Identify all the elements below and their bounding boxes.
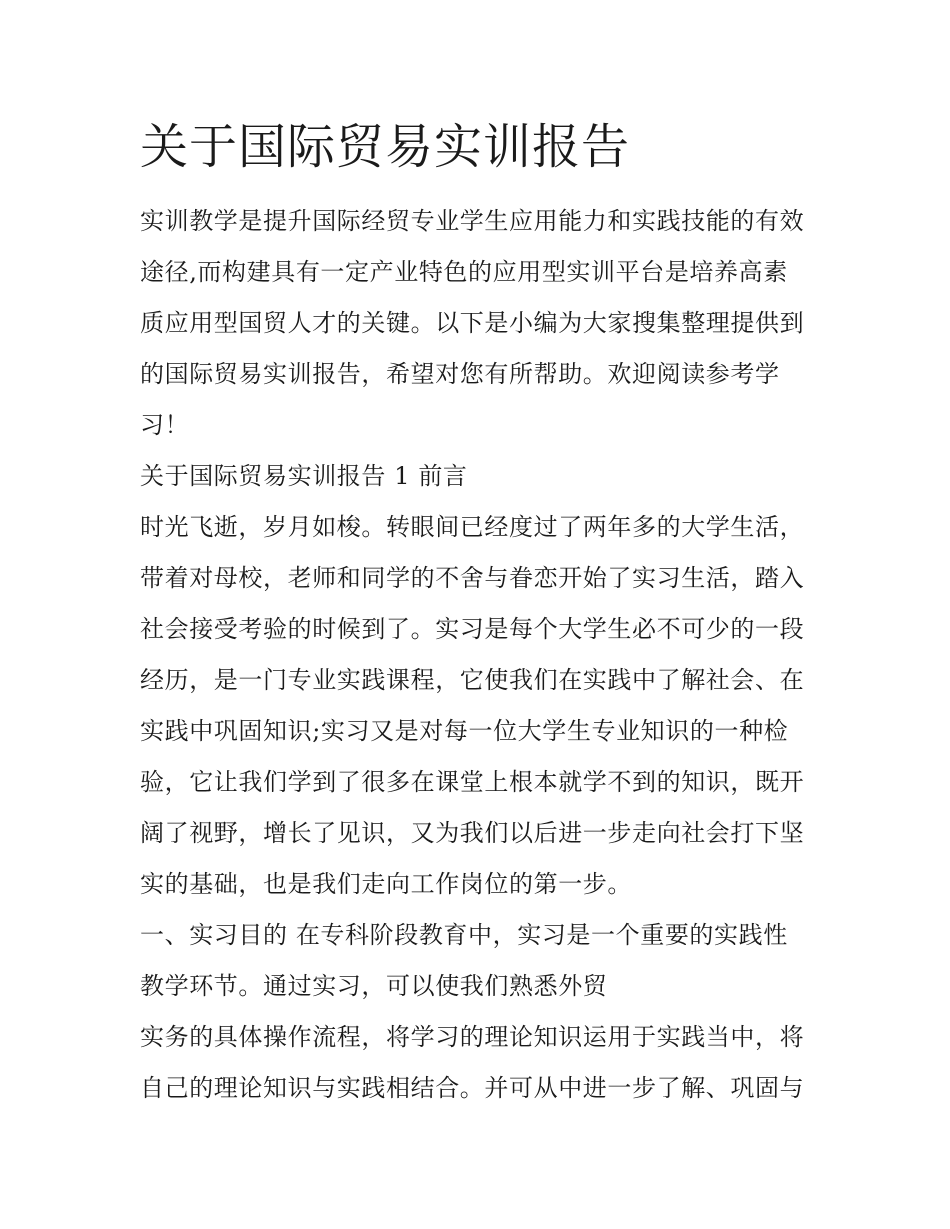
- text-line: 的国际贸易实训报告，希望对您有所帮助。欢迎阅读参考学: [140, 360, 780, 388]
- text-line: 一、实习目的 在专科阶段教育中，实习是一个重要的实践性: [140, 921, 788, 949]
- document-title: 关于国际贸易实训报告: [140, 119, 631, 175]
- text-line: 实践中巩固知识;实习又是对每一位大学生专业知识的一种检: [140, 717, 789, 745]
- text-line: 实务的具体操作流程，将学习的理论知识运用于实践当中，将: [140, 1023, 805, 1051]
- text-line: 自己的理论知识与实践相结合。并可从中进一步了解、巩固与: [140, 1074, 805, 1102]
- text-line: 途径,而构建具有一定产业特色的应用型实训平台是培养高素: [140, 258, 788, 286]
- text-line: 教学环节。通过实习，可以使我们熟悉外贸: [140, 972, 608, 1000]
- text-line: 社会接受考验的时候到了。实习是每个大学生必不可少的一段: [140, 615, 805, 643]
- document-body: [140, 196, 820, 1114]
- text-line: 阔了视野，增长了见识，又为我们以后进一步走向社会打下坚: [140, 819, 805, 847]
- text-line: 时光飞逝，岁月如梭。转眼间已经度过了两年多的大学生活，: [140, 513, 805, 541]
- text-line: 实训教学是提升国际经贸专业学生应用能力和实践技能的有效: [140, 207, 805, 235]
- text-line: 实的基础，也是我们走向工作岗位的第一步。: [140, 870, 632, 898]
- section-heading: 关于国际贸易实训报告 1 前言: [140, 462, 468, 490]
- text-line: 验，它让我们学到了很多在课堂上根本就学不到的知识，既开: [140, 768, 805, 796]
- text-line: 质应用型国贸人才的关键。以下是小编为大家搜集整理提供到: [140, 309, 805, 337]
- text-line: 经历，是一门专业实践课程，它使我们在实践中了解社会、在: [140, 666, 805, 694]
- text-line: 习！: [140, 411, 190, 439]
- text-line: 带着对母校，老师和同学的不舍与眷恋开始了实习生活，踏入: [140, 564, 805, 592]
